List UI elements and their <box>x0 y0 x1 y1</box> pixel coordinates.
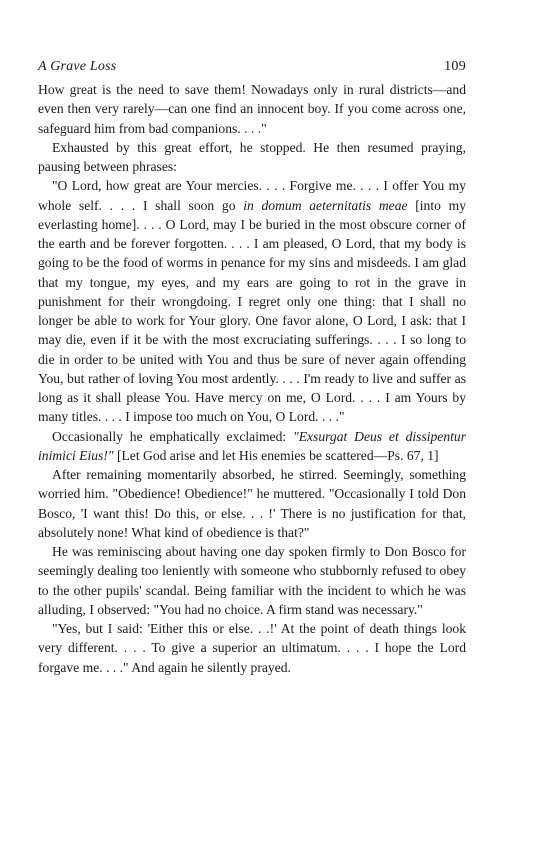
latin-quote: "Exsurgat Deus et dissipentur inimici Eius!" <box>38 428 467 463</box>
text-segment: "O Lord, how great are Your mercies. . . . Forgive me. . . . I offer You my whole self. . . . I shall soon go <box>38 178 466 213</box>
book-page <box>38 58 466 677</box>
latin-phrase: in domum aeternitatis meae <box>243 197 408 213</box>
text-segment: Exhausted by this great effort, he stopped. He then resumed praying, pausing between phrases: <box>38 139 466 174</box>
paragraph <box>38 80 466 138</box>
paragraph <box>38 619 466 677</box>
page-number: 109 <box>444 59 466 74</box>
body-text <box>38 80 466 677</box>
text-segment: Occasionally he emphatically exclaimed: <box>52 428 294 444</box>
paragraph <box>38 465 466 542</box>
paragraph <box>38 138 466 177</box>
text-segment: He was reminiscing about having one day spoken firmly to Don Bosco for seemingly dealing too leniently with someone who stubbornly refused to obey to the other pupils' scandal. Being familiar with the incident to which he was alluding, I observed: "You had no choice. A firm stand was necessary." <box>38 544 466 617</box>
running-head <box>38 58 466 76</box>
text-segment: [into my everlasting home]. . . . O Lord, may I be buried in the most obscure corner of the earth and be forever forgotten. . . . I am pleased, O Lord, that my body is going to be the food of worms in penance for my sins and misdeeds. I am glad that my tongue, my eyes, and my ears are going to rot in the grave in punishment for their wrongdoing. I regret only one thing: that I shall no longer be able to work for Your glory. One favor alone, O Lord, I ask: that I may die, even if it be with the most excruciating sufferings. . . . I so long to die in order to be united with You and thus be sure of never again offending You, but rather of loving You most ardently. . . . I'm ready to live and suffer as long as it shall please You. Have mercy on me, O Lord. . . . I am Yours by many titles. . . . I impose too much on You, O Lord. . . ." <box>38 197 466 425</box>
text-segment: [Let God arise and let His enemies be scattered—Ps. 67, 1] <box>113 447 439 463</box>
paragraph <box>38 542 466 619</box>
text-segment: After remaining momentarily absorbed, he stirred. Seemingly, something worried him. "Obedience! Obedience!" he muttered. "Occasionally I told Don Bosco, 'I want this! Do this, or else. . . !' There is no justification for that, absolutely none! What kind of obedience is that?" <box>38 467 466 540</box>
paragraph <box>38 427 466 466</box>
text-segment: How great is the need to save them! Nowadays only in rural districts—and even then very rarely—can one find an innocent boy. If you come across one, safeguard him from bad companions. . . ." <box>38 82 466 136</box>
running-title: A Grave Loss <box>38 59 117 74</box>
paragraph <box>38 176 466 426</box>
text-segment: "Yes, but I said: 'Either this or else. . .!' At the point of death things look very different. . . . To give a superior an ultimatum. . . . I hope the Lord forgave me. . . ." And again he silently prayed. <box>38 621 466 675</box>
